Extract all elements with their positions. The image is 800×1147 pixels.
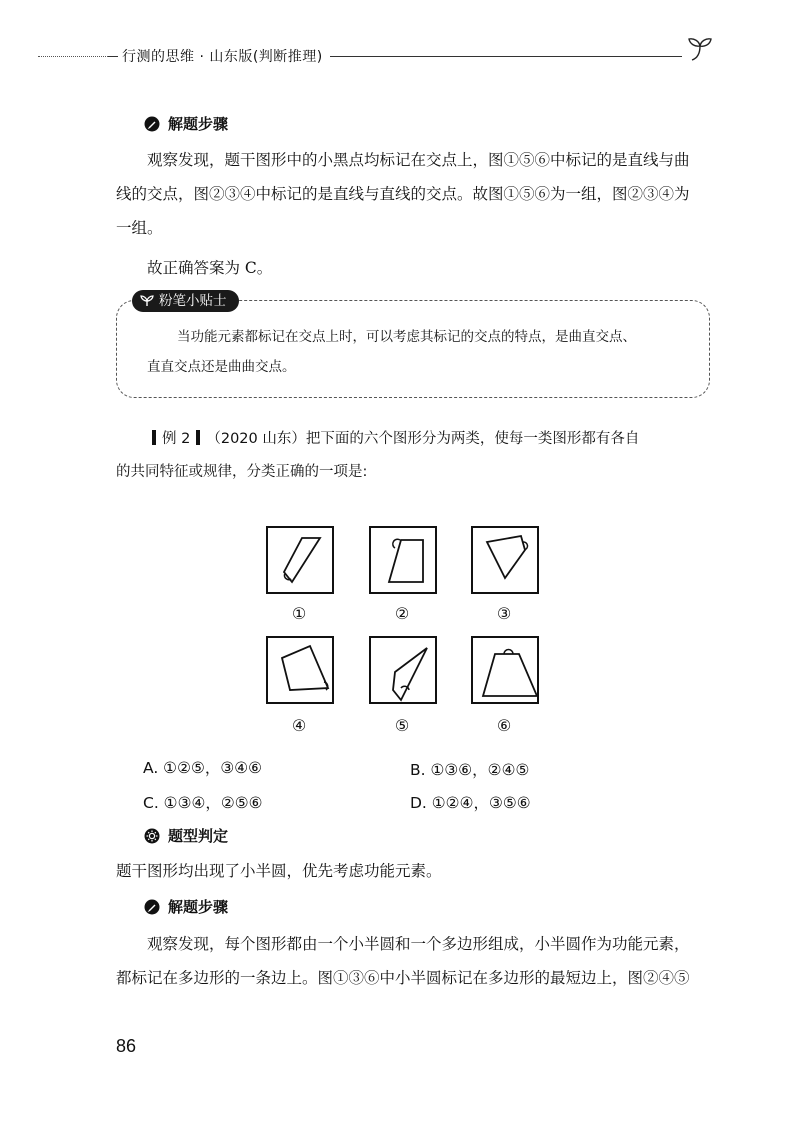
- sprout-icon: [686, 36, 714, 62]
- sun-badge-icon: [144, 828, 160, 844]
- option-b: B. ①③⑥，②④⑤: [410, 761, 530, 779]
- section-heading-type: [144, 825, 228, 846]
- text-line: 一组。: [116, 219, 163, 237]
- figure-1: [266, 526, 334, 594]
- solution-paragraph: [116, 143, 728, 285]
- text-line: 题干图形均出现了小半圆，优先考虑功能元素。: [116, 862, 442, 880]
- pencil-badge-icon: [144, 899, 160, 915]
- section-heading-text: 解题步骤: [168, 115, 229, 133]
- figure-3: [471, 526, 539, 594]
- type-paragraph: [116, 854, 728, 888]
- example-line-2: 的共同特征或规律，分类正确的一项是:: [116, 464, 368, 480]
- example-tag-bar-right: [196, 430, 200, 445]
- figure-label: ②: [394, 604, 410, 623]
- figure-label: ⑤: [394, 716, 410, 735]
- header-rule-left: [108, 56, 118, 57]
- answer-line: 故正确答案为 C。: [147, 259, 273, 277]
- tip-label-text: 粉笔小贴士: [159, 293, 227, 309]
- figure-label: ③: [496, 604, 512, 623]
- figure-4: [266, 636, 334, 704]
- page-number: 86: [116, 1036, 137, 1056]
- text-line: 观察发现，每个图形都由一个小半圆和一个多边形组成，小半圆作为功能元素，: [147, 935, 690, 953]
- example-tag-bar-left: [152, 430, 156, 445]
- example-text: （2020 山东）把下面的六个图形分为两类，使每一类图形都有各自: [206, 431, 640, 447]
- figure-5: [369, 636, 437, 704]
- tip-label: [132, 290, 239, 312]
- section-heading-text: 题型判定: [168, 827, 229, 845]
- figure-label: ⑥: [496, 716, 512, 735]
- figure-label: ①: [291, 604, 307, 623]
- example-tag: 例 2: [162, 431, 191, 447]
- option-c: C. ①③④，②⑤⑥: [143, 794, 263, 812]
- option-d: D. ①②④，③⑤⑥: [410, 794, 531, 812]
- figure-2: [369, 526, 437, 594]
- text-line: 直直交点还是曲曲交点。: [147, 359, 296, 375]
- section-heading-solution-2: [144, 896, 228, 917]
- solution-paragraph-2: [116, 927, 728, 995]
- text-line: 当功能元素都标记在交点上时，可以考虑其标记的交点的特点，是曲直交点、: [177, 329, 636, 345]
- option-a: A. ①②⑤，③④⑥: [143, 759, 263, 777]
- section-heading-text: 解题步骤: [168, 898, 229, 916]
- text-line: 都标记在多边形的一条边上。图①③⑥中小半圆标记在多边形的最短边上，图②④⑤: [116, 969, 690, 987]
- header-rule-right: [330, 56, 682, 57]
- section-heading-solution: [144, 113, 228, 134]
- sprout-icon: [140, 295, 154, 307]
- figure-6: [471, 636, 539, 704]
- figure-label: ④: [291, 716, 307, 735]
- text-line: 线的交点，图②③④中标记的是直线与直线的交点。故图①⑤⑥为一组，图②③④为: [116, 185, 690, 203]
- example-line-1: [146, 424, 758, 454]
- text-line: 观察发现，题干图形中的小黑点均标记在交点上，图①⑤⑥中标记的是直线与曲: [147, 151, 690, 169]
- header-title: 行测的思维 · 山东版(判断推理): [122, 49, 323, 65]
- example-question: [146, 424, 758, 454]
- header-dotted-rule: [38, 56, 108, 57]
- tip-text: [147, 322, 707, 382]
- pencil-badge-icon: [144, 116, 160, 132]
